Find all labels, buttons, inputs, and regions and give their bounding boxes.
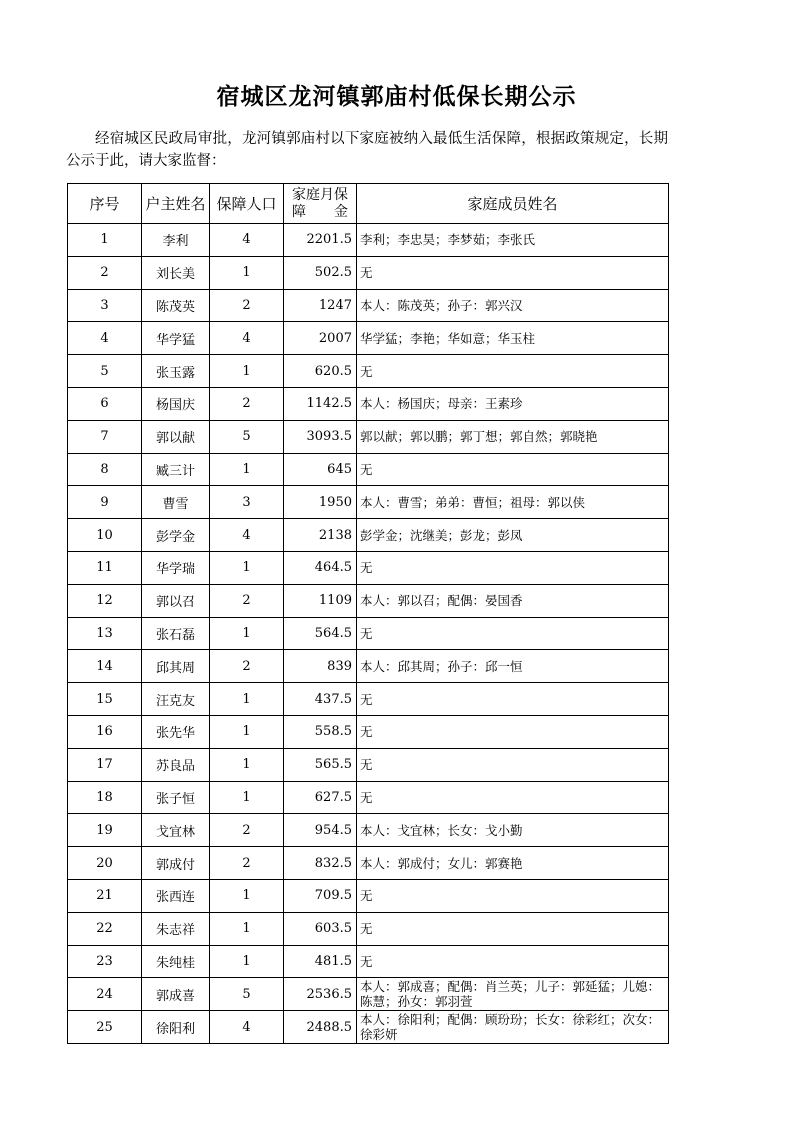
cell-no: 6 xyxy=(68,387,142,420)
cell-amount: 2536.5 xyxy=(284,978,357,1011)
cell-members: 无 xyxy=(357,683,669,716)
cell-no: 15 xyxy=(68,683,142,716)
table-row xyxy=(68,486,669,519)
cell-members: 本人：郭成付；女儿：郭赛艳 xyxy=(357,847,669,880)
cell-count: 1 xyxy=(210,945,284,978)
col-header-amount xyxy=(284,184,357,224)
cell-head-name: 徐阳利 xyxy=(142,1011,210,1044)
cell-count: 4 xyxy=(210,1011,284,1044)
cell-members: 无 xyxy=(357,551,669,584)
cell-amount: 620.5 xyxy=(284,355,357,388)
cell-amount: 502.5 xyxy=(284,256,357,289)
table-row xyxy=(68,617,669,650)
cell-no: 4 xyxy=(68,322,142,355)
cell-no: 8 xyxy=(68,453,142,486)
table-header-row xyxy=(68,184,669,224)
cell-count: 4 xyxy=(210,519,284,552)
cell-no: 19 xyxy=(68,814,142,847)
cell-no: 9 xyxy=(68,486,142,519)
cell-amount: 564.5 xyxy=(284,617,357,650)
cell-amount: 1142.5 xyxy=(284,387,357,420)
cell-count: 2 xyxy=(210,387,284,420)
cell-members: 本人：杨国庆；母亲：王素珍 xyxy=(357,387,669,420)
table-row xyxy=(68,224,669,257)
cell-members: 无 xyxy=(357,453,669,486)
cell-count: 2 xyxy=(210,847,284,880)
cell-head-name: 苏良品 xyxy=(142,748,210,781)
cell-head-name: 华学瑞 xyxy=(142,551,210,584)
cell-head-name: 臧三计 xyxy=(142,453,210,486)
table-row xyxy=(68,814,669,847)
cell-amount: 1247 xyxy=(284,289,357,322)
cell-members: 无 xyxy=(357,781,669,814)
col-header-count: 保障人口 xyxy=(210,184,284,224)
cell-no: 5 xyxy=(68,355,142,388)
cell-count: 2 xyxy=(210,584,284,617)
cell-count: 1 xyxy=(210,912,284,945)
cell-amount: 2138 xyxy=(284,519,357,552)
cell-no: 25 xyxy=(68,1011,142,1044)
cell-count: 4 xyxy=(210,322,284,355)
cell-members: 本人：徐阳利；配偶：顾玢玢；长女：徐彩红；次女：徐彩妍 xyxy=(357,1011,669,1044)
table-row xyxy=(68,355,669,388)
cell-amount: 464.5 xyxy=(284,551,357,584)
cell-head-name: 郭以召 xyxy=(142,584,210,617)
table-row xyxy=(68,551,669,584)
cell-no: 22 xyxy=(68,912,142,945)
cell-head-name: 刘长美 xyxy=(142,256,210,289)
cell-no: 11 xyxy=(68,551,142,584)
cell-head-name: 张先华 xyxy=(142,715,210,748)
cell-amount: 603.5 xyxy=(284,912,357,945)
cell-members: 无 xyxy=(357,355,669,388)
table-row xyxy=(68,1011,669,1044)
table-row xyxy=(68,748,669,781)
cell-no: 10 xyxy=(68,519,142,552)
cell-head-name: 郭成喜 xyxy=(142,978,210,1011)
cell-amount: 954.5 xyxy=(284,814,357,847)
col-header-amount-line1: 家庭月保 xyxy=(292,186,348,203)
cell-amount: 558.5 xyxy=(284,715,357,748)
cell-amount: 839 xyxy=(284,650,357,683)
cell-amount: 2488.5 xyxy=(284,1011,357,1044)
col-header-members: 家庭成员姓名 xyxy=(357,184,669,224)
cell-amount: 1950 xyxy=(284,486,357,519)
cell-no: 18 xyxy=(68,781,142,814)
cell-members: 无 xyxy=(357,617,669,650)
cell-members: 本人：陈茂英；孙子：郭兴汉 xyxy=(357,289,669,322)
cell-count: 1 xyxy=(210,879,284,912)
cell-head-name: 陈茂英 xyxy=(142,289,210,322)
cell-members: 本人：戈宜林；长女：戈小勤 xyxy=(357,814,669,847)
cell-head-name: 张石磊 xyxy=(142,617,210,650)
cell-members: 无 xyxy=(357,256,669,289)
cell-head-name: 戈宜林 xyxy=(142,814,210,847)
table-row xyxy=(68,683,669,716)
page-title: 宿城区龙河镇郭庙村低保长期公示 xyxy=(216,84,577,110)
cell-members: 彭学金；沈继美；彭龙；彭凤 xyxy=(357,519,669,552)
cell-count: 1 xyxy=(210,256,284,289)
table-row xyxy=(68,715,669,748)
intro-paragraph: 经宿城区民政局审批，龙河镇郭庙村以下家庭被纳入最低生活保障，根据政策规定，长期公示于此，请大家监督： xyxy=(66,131,668,169)
table-row xyxy=(68,912,669,945)
cell-count: 2 xyxy=(210,289,284,322)
cell-no: 23 xyxy=(68,945,142,978)
col-header-head: 户主姓名 xyxy=(142,184,210,224)
cell-count: 1 xyxy=(210,748,284,781)
col-header-amount-line2: 障 金 xyxy=(292,203,348,220)
cell-amount: 565.5 xyxy=(284,748,357,781)
table-row xyxy=(68,420,669,453)
cell-amount: 1109 xyxy=(284,584,357,617)
table-row xyxy=(68,453,669,486)
cell-count: 2 xyxy=(210,650,284,683)
table-row xyxy=(68,584,669,617)
cell-no: 7 xyxy=(68,420,142,453)
cell-members: 无 xyxy=(357,748,669,781)
cell-no: 13 xyxy=(68,617,142,650)
cell-amount: 645 xyxy=(284,453,357,486)
cell-head-name: 华学猛 xyxy=(142,322,210,355)
cell-members: 无 xyxy=(357,945,669,978)
cell-head-name: 曹雪 xyxy=(142,486,210,519)
cell-members: 本人：邱其周；孙子：邱一恒 xyxy=(357,650,669,683)
table-row xyxy=(68,387,669,420)
table-row xyxy=(68,650,669,683)
cell-count: 1 xyxy=(210,453,284,486)
cell-members: 本人：郭以召；配偶：晏国香 xyxy=(357,584,669,617)
table-row xyxy=(68,879,669,912)
cell-members: 本人：郭成喜；配偶：肖兰英；儿子：郭延猛；儿媳：陈慧；孙女：郭羽萱 xyxy=(357,978,669,1011)
cell-head-name: 朱纯桂 xyxy=(142,945,210,978)
cell-count: 3 xyxy=(210,486,284,519)
table-row xyxy=(68,322,669,355)
cell-head-name: 郭以献 xyxy=(142,420,210,453)
cell-no: 1 xyxy=(68,224,142,257)
cell-members: 华学猛；李艳；华如意；华玉柱 xyxy=(357,322,669,355)
cell-members: 无 xyxy=(357,715,669,748)
cell-no: 3 xyxy=(68,289,142,322)
table-row xyxy=(68,519,669,552)
cell-members: 李利；李忠昊；李梦茹；李张氏 xyxy=(357,224,669,257)
subsidy-table xyxy=(67,183,669,1044)
cell-amount: 2201.5 xyxy=(284,224,357,257)
cell-members: 郭以献；郭以鹏；郭丁想；郭自然；郭晓艳 xyxy=(357,420,669,453)
cell-members: 本人：曹雪；弟弟：曹恒；祖母：郭以侠 xyxy=(357,486,669,519)
cell-count: 1 xyxy=(210,683,284,716)
table-row xyxy=(68,847,669,880)
table-row xyxy=(68,945,669,978)
cell-count: 5 xyxy=(210,978,284,1011)
table-row xyxy=(68,781,669,814)
cell-no: 14 xyxy=(68,650,142,683)
cell-count: 5 xyxy=(210,420,284,453)
table-row xyxy=(68,289,669,322)
cell-amount: 481.5 xyxy=(284,945,357,978)
cell-count: 4 xyxy=(210,224,284,257)
cell-head-name: 朱志祥 xyxy=(142,912,210,945)
cell-members: 无 xyxy=(357,879,669,912)
table-row xyxy=(68,256,669,289)
cell-no: 17 xyxy=(68,748,142,781)
table-row xyxy=(68,978,669,1011)
cell-no: 12 xyxy=(68,584,142,617)
cell-head-name: 张玉露 xyxy=(142,355,210,388)
cell-amount: 437.5 xyxy=(284,683,357,716)
cell-no: 2 xyxy=(68,256,142,289)
cell-members: 无 xyxy=(357,912,669,945)
cell-no: 24 xyxy=(68,978,142,1011)
cell-count: 1 xyxy=(210,617,284,650)
cell-count: 1 xyxy=(210,781,284,814)
col-header-no: 序号 xyxy=(68,184,142,224)
cell-no: 20 xyxy=(68,847,142,880)
cell-no: 21 xyxy=(68,879,142,912)
cell-head-name: 杨国庆 xyxy=(142,387,210,420)
cell-head-name: 张子恒 xyxy=(142,781,210,814)
cell-head-name: 郭成付 xyxy=(142,847,210,880)
cell-head-name: 李利 xyxy=(142,224,210,257)
cell-head-name: 汪克友 xyxy=(142,683,210,716)
cell-amount: 2007 xyxy=(284,322,357,355)
cell-head-name: 彭学金 xyxy=(142,519,210,552)
cell-amount: 3093.5 xyxy=(284,420,357,453)
cell-amount: 832.5 xyxy=(284,847,357,880)
cell-count: 1 xyxy=(210,551,284,584)
cell-head-name: 张西连 xyxy=(142,879,210,912)
cell-amount: 709.5 xyxy=(284,879,357,912)
cell-count: 1 xyxy=(210,715,284,748)
cell-count: 1 xyxy=(210,355,284,388)
cell-count: 2 xyxy=(210,814,284,847)
cell-amount: 627.5 xyxy=(284,781,357,814)
cell-no: 16 xyxy=(68,715,142,748)
cell-head-name: 邱其周 xyxy=(142,650,210,683)
